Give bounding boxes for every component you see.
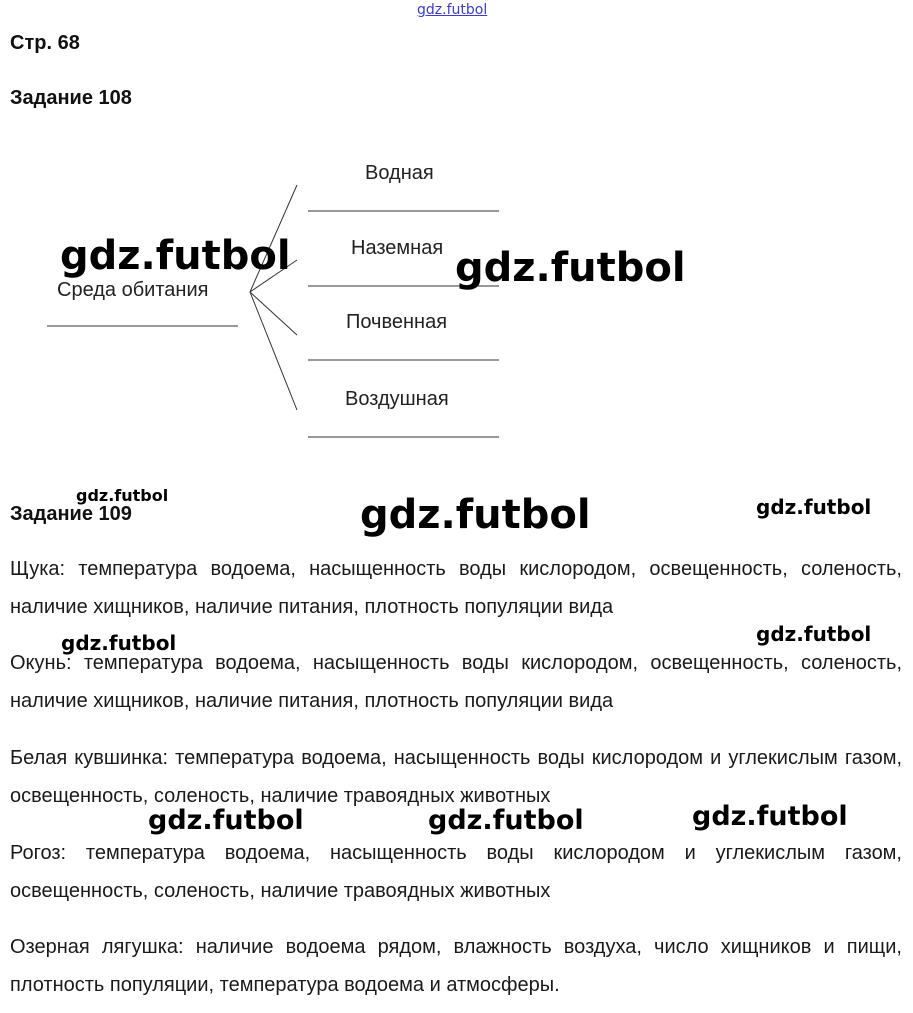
watermark: gdz.futbol <box>76 486 169 505</box>
branch-line-3 <box>250 292 297 335</box>
task109-title: Задание 109 <box>10 503 132 525</box>
watermark: gdz.futbol <box>360 492 591 538</box>
paragraph-water-lily: Белая кувшинка: температура водоема, насыщенность воды кислородом и углекислым газом, освещенность, соленость, наличие травоядных животных <box>10 747 902 807</box>
branch-label-soil: Почвенная <box>346 311 448 333</box>
branch-label-ground: Наземная <box>351 237 444 259</box>
paragraph-perch: Окунь: температура водоема, насыщенность воды кислородом, освещенность, соленость, наличие хищников, наличие питания, плотность популяции вида <box>10 652 902 712</box>
watermark-top: gdz.futbol <box>417 2 488 18</box>
branch-label-water: Водная <box>365 162 434 184</box>
watermark: gdz.futbol <box>692 801 848 832</box>
task108-title: Задание 108 <box>10 87 132 109</box>
branch-line-4 <box>250 292 297 410</box>
page-label: Стр. 68 <box>10 32 80 54</box>
watermark: gdz.futbol <box>428 805 584 836</box>
paragraph-pike: Щука: температура водоема, насыщенность воды кислородом, освещенность, соленость, наличие хищников, наличие питания, плотность популяции вида <box>10 558 902 618</box>
diagram-root-label: Среда обитания <box>57 279 209 301</box>
watermark: gdz.futbol <box>61 631 177 655</box>
watermark: gdz.futbol <box>148 805 304 836</box>
watermark: gdz.futbol <box>455 245 686 291</box>
watermark: gdz.futbol <box>60 233 291 279</box>
watermark: gdz.futbol <box>756 622 872 646</box>
paragraph-frog: Озерная лягушка: наличие водоема рядом, влажность воздуха, число хищников и пищи, плотность популяции, температура водоема и атмосферы. <box>10 936 902 996</box>
branch-label-air: Воздушная <box>345 388 449 410</box>
paragraph-cattail: Рогоз: температура водоема, насыщенность воды кислородом и углекислым газом, освещенность, соленость, наличие травоядных животных <box>10 842 902 902</box>
watermark: gdz.futbol <box>756 495 872 519</box>
